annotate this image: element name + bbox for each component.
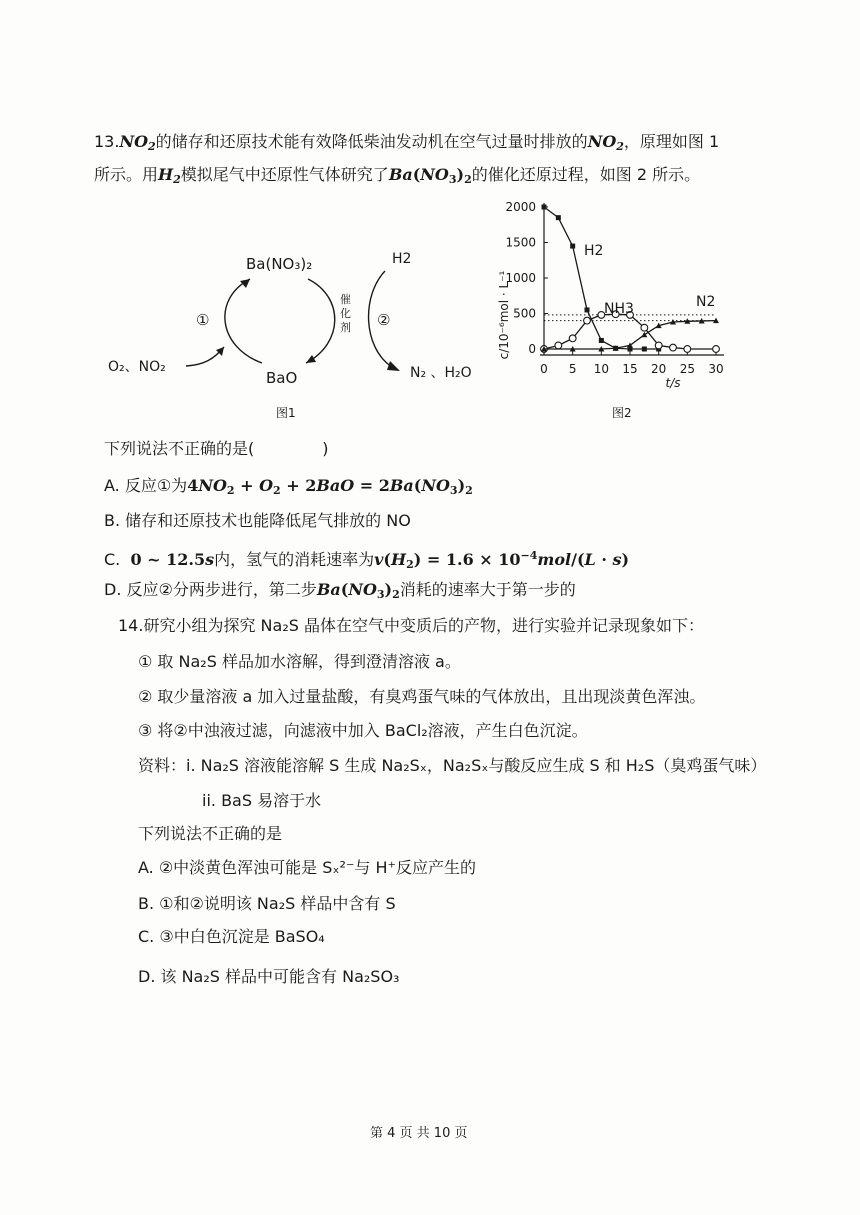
- svg-text:催: 催: [340, 293, 351, 306]
- y-tick-label: 1000: [505, 271, 536, 285]
- q14-stem: 14.研究小组为探究 Na₂S 晶体在空气中变质后的产物，进行实验并记录现象如下：: [118, 616, 704, 635]
- point-h2: [642, 347, 647, 352]
- y-tick-label: 0: [528, 342, 536, 356]
- y-axis-label: c/10⁻⁶mol · L⁻¹: [497, 270, 511, 360]
- figure-2-caption: 图2: [612, 406, 632, 420]
- point-h2: [570, 244, 575, 249]
- series-label-h2: H2: [584, 243, 604, 259]
- q13-question: 下列说法不正确的是( ): [104, 439, 329, 458]
- point-h2: [542, 205, 547, 210]
- ba-no3-2-label: Ba(NO₃)₂: [246, 255, 313, 273]
- o2-no2-label: O₂、NO₂: [108, 359, 166, 375]
- point-nh3: [655, 342, 662, 349]
- q14-step-1: ① 取 Na₂S 样品加水溶解，得到澄清溶液 a。: [138, 652, 461, 671]
- left-arc-arrow: [225, 279, 262, 363]
- bao-label: BaO: [266, 369, 298, 387]
- q14-question: 下列说法不正确的是: [138, 824, 283, 843]
- left-arrowhead: [240, 279, 250, 288]
- svg-text:剂: 剂: [340, 321, 351, 334]
- h2-arrowhead: [387, 361, 400, 371]
- point-h2: [556, 215, 561, 220]
- svg-text:化: 化: [340, 307, 351, 320]
- chart-series: [541, 205, 720, 353]
- q13-stem-line1: $13.NO_2$的储存和还原技术能有效降低柴油发动机在空气过量时排放的$NO_2$，原理如图 1: [94, 132, 720, 153]
- q13-number: 13.: [94, 132, 120, 151]
- q13-option-c[interactable]: C. 0 ~ 12.5s内，氢气的消耗速率为$v(H_2) = 1.6 \times 10^{-4}mol/(L \cdot s)$: [104, 549, 630, 571]
- page-footer: 第 4 页 共 10 页: [370, 1126, 468, 1141]
- q14-info-1: 资料：i. Na₂S 溶液能溶解 S 生成 Na₂Sₓ，Na₂Sₓ与酸反应生成 S 和 H₂S（臭鸡蛋气味）: [138, 756, 767, 775]
- x-tick-label: 5: [568, 362, 577, 376]
- q13-option-b[interactable]: B. 储存和还原技术也能降低尾气排放的 NO: [104, 511, 411, 530]
- q14-option-d[interactable]: D. 该 Na₂S 样品中可能含有 Na₂SO₃: [138, 967, 400, 986]
- x-tick-label: 0: [540, 362, 548, 376]
- x-tick-label: 10: [593, 362, 609, 376]
- figure-1-caption: 图1: [276, 406, 296, 420]
- h2-label: H2: [392, 251, 412, 267]
- q14-step-3: ③ 将②中浊液过滤，向滤液中加入 BaCl₂溶液，产生白色沉淀。: [138, 721, 588, 740]
- circle1-label: ①: [196, 311, 210, 329]
- chart-axes: [505, 200, 724, 390]
- point-h2: [585, 307, 590, 312]
- point-nh3: [713, 346, 720, 353]
- q13-stem-line2: 所示。用$H_2$模拟尾气中还原性气体研究了$Ba(NO_3)_2$的催化还原过程，如图 2 所示。: [94, 165, 701, 186]
- figure-2-chart: [480, 195, 740, 400]
- point-nh3: [569, 335, 576, 342]
- catalyst-label: [340, 292, 351, 334]
- y-tick-label: 2000: [505, 200, 536, 214]
- x-tick-label: 30: [708, 362, 724, 376]
- point-nh3: [584, 317, 591, 324]
- q14-option-b[interactable]: B. ①和②说明该 Na₂S 样品中含有 S: [138, 894, 396, 913]
- x-tick-label: 20: [651, 362, 667, 376]
- point-n2: [641, 332, 647, 338]
- figure-1-diagram: [100, 235, 500, 395]
- q14-step-2: ② 取少量溶液 a 加入过量盐酸，有臭鸡蛋气味的气体放出，且出现淡黄色浑浊。: [138, 687, 706, 706]
- y-tick-label: 500: [513, 306, 536, 321]
- q13-option-d[interactable]: D. 反应②分两步进行，第二步$Ba(NO_3)_2$消耗的速率大于第一步的: [104, 580, 576, 601]
- point-nh3: [555, 342, 562, 349]
- circle2-label: ②: [377, 311, 391, 329]
- q14-number: 14.: [118, 616, 144, 635]
- point-nh3: [641, 324, 648, 331]
- right-arc-arrow: [306, 279, 335, 363]
- n2-h2o-label: N₂ 、H₂O: [410, 365, 472, 381]
- q14-option-c[interactable]: C. ③中白色沉淀是 BaSO₄: [138, 927, 325, 946]
- q13-option-a[interactable]: A. 反应①为$4NO_2 + O_2 + 2BaO = 2Ba(NO_3)_2$: [104, 476, 473, 497]
- q14-option-a[interactable]: A. ②中淡黄色浑浊可能是 Sₓ²⁻与 H⁺反应产生的: [138, 858, 476, 877]
- point-nh3: [684, 346, 691, 353]
- series-label-nh3: NH3: [604, 301, 634, 317]
- x-axis-label: t/s: [665, 376, 681, 390]
- series-label-n2: N2: [696, 294, 716, 310]
- point-nh3: [670, 344, 677, 351]
- y-tick-label: 1500: [505, 235, 536, 250]
- point-h2: [599, 338, 604, 343]
- x-tick-label: 25: [679, 362, 695, 376]
- q14-info-2: ii. BaS 易溶于水: [202, 791, 322, 810]
- x-tick-label: 15: [622, 362, 638, 376]
- right-arrowhead: [306, 355, 316, 363]
